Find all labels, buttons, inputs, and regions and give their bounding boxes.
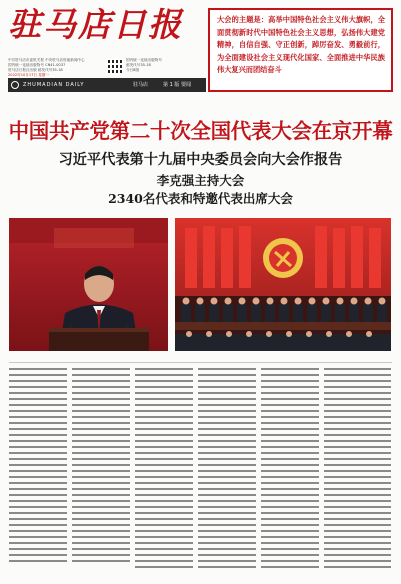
publication-info-right (126, 58, 198, 73)
info-line: 驻马店日报社出版 邮发代号35-18 (8, 68, 63, 72)
photo-congress-hall (175, 218, 391, 351)
photo-speaker (9, 218, 168, 351)
subheadline-chair: 李克强主持大会 (156, 173, 245, 188)
qr-code-icon (106, 58, 123, 75)
newspaper-logo-icon (11, 81, 19, 89)
main-headline: 中国共产党第二十次全国代表大会在京开幕 (8, 119, 393, 143)
congress-theme-text: 大会的主题是：高举中国特色社会主义伟大旗帜，全面贯彻新时代中国特色社会主义思想，弘扬伟大建党精神，自信自强、守正创新，踔厉奋发、勇毅前行，为全面建设社会主义现代化国家、全面推进中华民族伟大复兴而团结奋斗 (217, 15, 385, 75)
info-line: 今日8版 (126, 68, 140, 72)
info-line: 国内统一连续出版物号 CN41-0037 (8, 63, 66, 67)
info-line: 国内统一连续出版物号 (126, 58, 162, 62)
article-column-5 (261, 366, 319, 581)
section-divider (9, 362, 392, 363)
subheadline-report: 习近平代表第十九届中央委员会向大会作报告 (58, 152, 343, 168)
article-column-1 (9, 366, 67, 581)
newspaper-name-english: ZHUMADIAN DAILY (23, 82, 85, 88)
masthead (8, 6, 198, 62)
issue-date: 2022年10月17日 星期一 (8, 73, 49, 77)
info-line: 邮发代号35-18 (126, 63, 151, 67)
congress-theme-box (208, 8, 393, 92)
masthead-banner (8, 78, 206, 92)
subheadline-attendance: 2340名代表和特邀代表出席大会 (108, 191, 293, 206)
edition-label: 第 1 版 要闻 (163, 82, 191, 88)
info-line: 中共驻马店市委机关报 中央驻马店驻地新闻中心 (8, 58, 85, 62)
article-column-2 (72, 366, 130, 581)
newspaper-title: 驻马店日报 (8, 5, 183, 44)
article-column-6 (324, 366, 391, 581)
article-column-3 (135, 366, 193, 581)
banner-area: 驻马店 (133, 82, 149, 88)
article-column-4 (198, 366, 256, 581)
